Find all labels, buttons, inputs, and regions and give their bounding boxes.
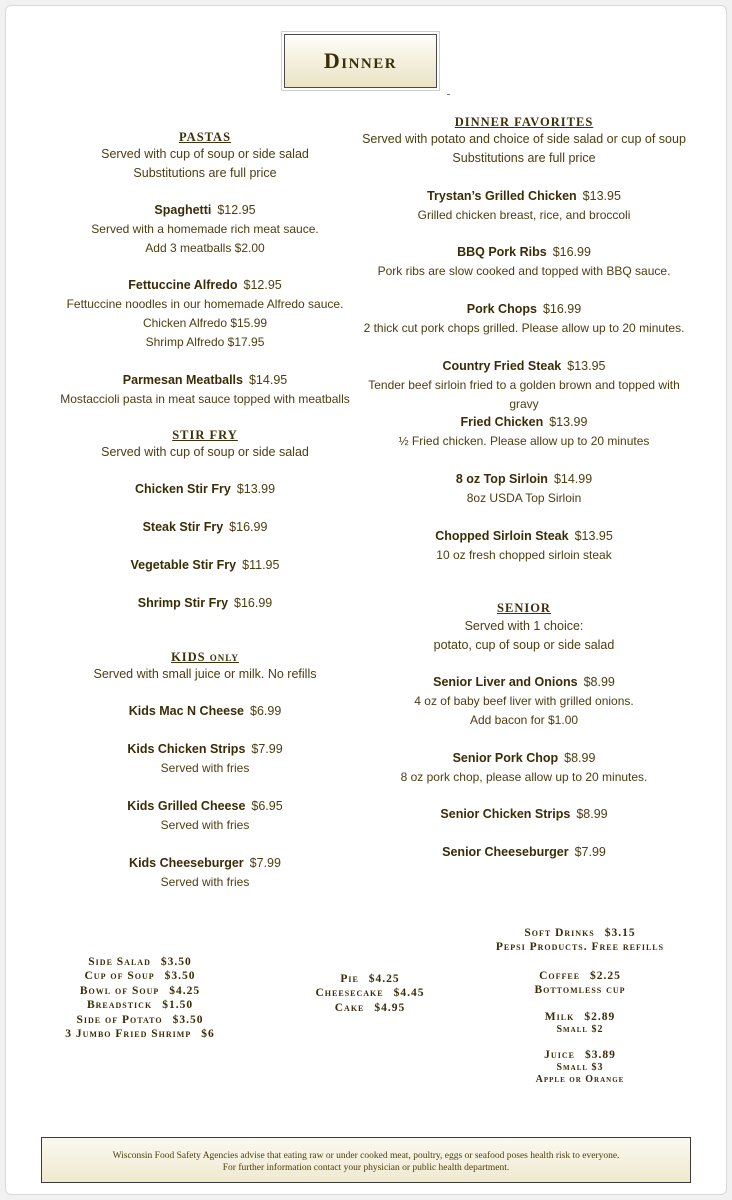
item-description: 8oz USDA Top Sirloin xyxy=(466,491,582,505)
item-description: ½ Fried chicken. Please allow up to 20 minutes xyxy=(398,434,650,448)
item-name: Trystan’s Grilled Chicken xyxy=(427,189,577,203)
menu-item xyxy=(40,854,370,873)
section-heading-senior: SENIOR xyxy=(497,601,551,615)
dessert-price: $4.25 xyxy=(368,973,400,985)
side-name: 3 Jumbo Fried Shrimp xyxy=(65,1028,192,1041)
side-item xyxy=(30,969,250,983)
dessert-item xyxy=(280,986,460,1000)
item-name: Steak Stir Fry xyxy=(142,520,224,534)
item-price: $7.99 xyxy=(251,742,283,756)
side-price: $3.50 xyxy=(164,970,196,983)
menu-item xyxy=(354,243,694,262)
dessert-name: Pie xyxy=(340,973,359,985)
item-name: Senior Chicken Strips xyxy=(440,807,571,821)
side-item xyxy=(30,1027,250,1041)
menu-item xyxy=(40,371,370,390)
item-name: Pork Chops xyxy=(466,302,537,316)
desserts-list xyxy=(280,972,460,1015)
menu-item xyxy=(40,740,370,759)
menu-item xyxy=(354,187,694,206)
menu-item xyxy=(40,797,370,816)
menu-item xyxy=(354,413,694,432)
side-name: Side of Potato xyxy=(76,1013,163,1026)
side-price: $4.25 xyxy=(169,984,201,997)
item-description: Served with fries xyxy=(160,818,250,832)
item-price: $16.99 xyxy=(542,302,582,316)
menu-item xyxy=(354,843,694,862)
drink-name: Coffee xyxy=(539,969,581,982)
side-price: $3.50 xyxy=(172,1013,204,1026)
item-description: Fettuccine noodles in our homemade Alfredo sauce. xyxy=(66,297,344,311)
item-price: $7.99 xyxy=(249,856,281,870)
item-price: $16.99 xyxy=(552,245,591,259)
drink-name: Milk xyxy=(544,1010,575,1023)
item-price: $6.95 xyxy=(251,799,283,813)
dessert-price: $4.95 xyxy=(374,1001,406,1014)
item-description: 8 oz pork chop, please allow up to 20 minutes. xyxy=(400,770,648,784)
item-description: Served with fries xyxy=(160,761,250,775)
spacer xyxy=(460,998,700,1010)
side-price: $6 xyxy=(201,1028,215,1041)
drink-item xyxy=(460,1010,700,1024)
menu-item xyxy=(40,556,370,575)
drink-price: $3.15 xyxy=(604,927,636,939)
menu-item xyxy=(354,805,694,824)
item-name: Vegetable Stir Fry xyxy=(130,558,237,572)
item-description: Mostaccioli pasta in meat sauce topped with meatballs xyxy=(60,392,350,406)
side-name: Bowl of Soup xyxy=(79,984,160,997)
drink-item xyxy=(460,926,700,940)
sides-list xyxy=(30,955,250,1041)
drink-name: Juice xyxy=(544,1049,575,1062)
item-description: Chicken Alfredo $15.99 xyxy=(142,316,268,330)
item-name: Senior Pork Chop xyxy=(452,751,559,765)
section-heading-favorites: DINNER FAVORITES xyxy=(454,115,594,129)
drink-subtext: Small $3 xyxy=(556,1062,604,1074)
drink-item xyxy=(460,1048,700,1062)
dessert-item xyxy=(280,972,460,986)
item-price: $12.95 xyxy=(217,203,256,217)
item-name: Chicken Stir Fry xyxy=(134,482,231,496)
item-price: $13.99 xyxy=(549,415,588,429)
decorative-tick xyxy=(447,94,450,95)
item-price: $7.99 xyxy=(574,845,606,859)
item-name: Fettuccine Alfredo xyxy=(128,278,238,292)
side-item xyxy=(30,984,250,998)
drink-subtext: Apple or Orange xyxy=(535,1074,625,1086)
item-name: Country Fried Steak xyxy=(442,359,562,373)
item-price: $13.95 xyxy=(582,189,621,203)
food-safety-notice xyxy=(41,1137,691,1183)
item-name: Senior Liver and Onions xyxy=(433,675,578,689)
dessert-price: $4.45 xyxy=(393,987,425,1000)
item-description: 10 oz fresh chopped sirloin steak xyxy=(436,548,612,562)
section-heading-kids: KIDS only xyxy=(171,650,239,664)
item-price: $8.99 xyxy=(576,807,608,821)
item-price: $8.99 xyxy=(583,675,615,689)
item-price: $13.99 xyxy=(236,482,276,496)
side-item xyxy=(30,1013,250,1027)
item-name: BBQ Pork Ribs xyxy=(457,245,547,259)
item-description: Shrimp Alfredo $17.95 xyxy=(145,335,265,349)
side-item xyxy=(30,955,250,969)
spacer xyxy=(460,1036,700,1048)
item-description: Add bacon for $1.00 xyxy=(469,713,579,727)
menu-item xyxy=(40,702,370,721)
dessert-item xyxy=(280,1001,460,1015)
section-note: Served with small juice or milk. No refills xyxy=(93,667,317,681)
drink-price: $2.89 xyxy=(584,1010,616,1023)
item-name: Shrimp Stir Fry xyxy=(137,596,229,610)
menu-item xyxy=(354,357,694,376)
menu-item xyxy=(354,300,694,319)
item-price: $14.99 xyxy=(553,472,593,486)
side-price: $3.50 xyxy=(160,956,192,968)
section-note: Served with 1 choice: xyxy=(464,619,584,633)
menu-item xyxy=(40,518,370,537)
drink-subtext: Bottomless cup xyxy=(534,984,626,997)
section-heading-pastas: PASTAS xyxy=(178,130,232,144)
menu-item xyxy=(354,470,694,489)
item-description: Served with a homemade rich meat sauce. xyxy=(91,222,319,236)
item-name: Fried Chicken xyxy=(460,415,544,429)
item-name: Kids Grilled Cheese xyxy=(127,799,246,813)
item-price: $16.99 xyxy=(229,520,268,534)
item-price: $8.99 xyxy=(564,751,596,765)
item-description: Tender beef sirloin fried to a golden brown and topped with gravy xyxy=(368,378,680,411)
drink-subtext: Pepsi Products. Free refills xyxy=(495,941,665,954)
menu-item xyxy=(354,749,694,768)
item-description: 4 oz of baby beef liver with grilled onions. xyxy=(414,694,634,708)
section-note: Substitutions are full price xyxy=(452,151,596,165)
item-price: $12.95 xyxy=(243,278,282,292)
dessert-name: Cake xyxy=(334,1001,365,1014)
menu-item xyxy=(40,276,370,295)
item-description: Grilled chicken breast, rice, and broccoli xyxy=(417,208,631,222)
section-note: potato, cup of soup or side salad xyxy=(433,638,615,652)
item-price: $13.95 xyxy=(567,359,606,373)
menu-item xyxy=(40,201,370,220)
item-price: $14.95 xyxy=(248,373,288,387)
drink-subtext: Small $2 xyxy=(556,1024,604,1036)
item-price: $16.99 xyxy=(234,596,273,610)
section-heading-stir-fry: STIR FRY xyxy=(172,428,238,442)
item-price: $13.95 xyxy=(574,529,613,543)
menu-item xyxy=(354,527,694,546)
side-item xyxy=(30,998,250,1012)
menu-title-box xyxy=(284,34,437,88)
item-description: Pork ribs are slow cooked and topped with BBQ sauce. xyxy=(377,264,671,278)
side-price: $1.50 xyxy=(162,999,194,1012)
menu-title: Dinner xyxy=(323,48,398,73)
drink-price: $2.25 xyxy=(590,969,621,982)
menu-item xyxy=(40,480,370,499)
item-name: Spaghetti xyxy=(154,203,212,217)
item-price: $11.95 xyxy=(242,558,280,572)
side-name: Breadstick xyxy=(86,999,153,1012)
section-note: Served with potato and choice of side salad or cup of soup xyxy=(362,132,686,146)
drink-name: Soft Drinks xyxy=(524,927,595,939)
notice-line: Wisconsin Food Safety Agencies advise that eating raw or under cooked meat, poultry, eggs or seafood poses health risk to everyone. xyxy=(112,1151,620,1161)
item-name: Parmesan Meatballs xyxy=(122,373,243,387)
item-name: 8 oz Top Sirloin xyxy=(455,472,548,486)
item-name: Kids Mac N Cheese xyxy=(128,704,245,718)
item-description: Served with fries xyxy=(160,875,250,889)
item-name: Kids Cheeseburger xyxy=(129,856,244,870)
section-note: Served with cup of soup or side salad xyxy=(101,445,309,459)
drink-price: $3.89 xyxy=(584,1049,616,1062)
item-description: 2 thick cut pork chops grilled. Please allow up to 20 minutes. xyxy=(363,321,685,335)
section-note: Served with cup of soup or side salad xyxy=(101,147,309,161)
section-note: Substitutions are full price xyxy=(133,166,277,180)
spacer xyxy=(460,955,700,969)
item-name: Senior Cheeseburger xyxy=(442,845,569,859)
drink-item xyxy=(460,969,700,983)
side-name: Cup of Soup xyxy=(84,970,155,983)
dessert-name: Cheesecake xyxy=(315,987,384,1000)
drinks-list xyxy=(460,926,700,1086)
side-name: Side Salad xyxy=(88,956,151,968)
menu-item xyxy=(354,673,694,692)
item-description: Add 3 meatballs $2.00 xyxy=(145,241,265,255)
item-name: Chopped Sirloin Steak xyxy=(435,529,569,543)
item-name: Kids Chicken Strips xyxy=(127,742,246,756)
item-price: $6.99 xyxy=(250,704,282,718)
menu-item xyxy=(40,594,370,613)
notice-line: For further information contact your physician or public health department. xyxy=(222,1163,510,1173)
